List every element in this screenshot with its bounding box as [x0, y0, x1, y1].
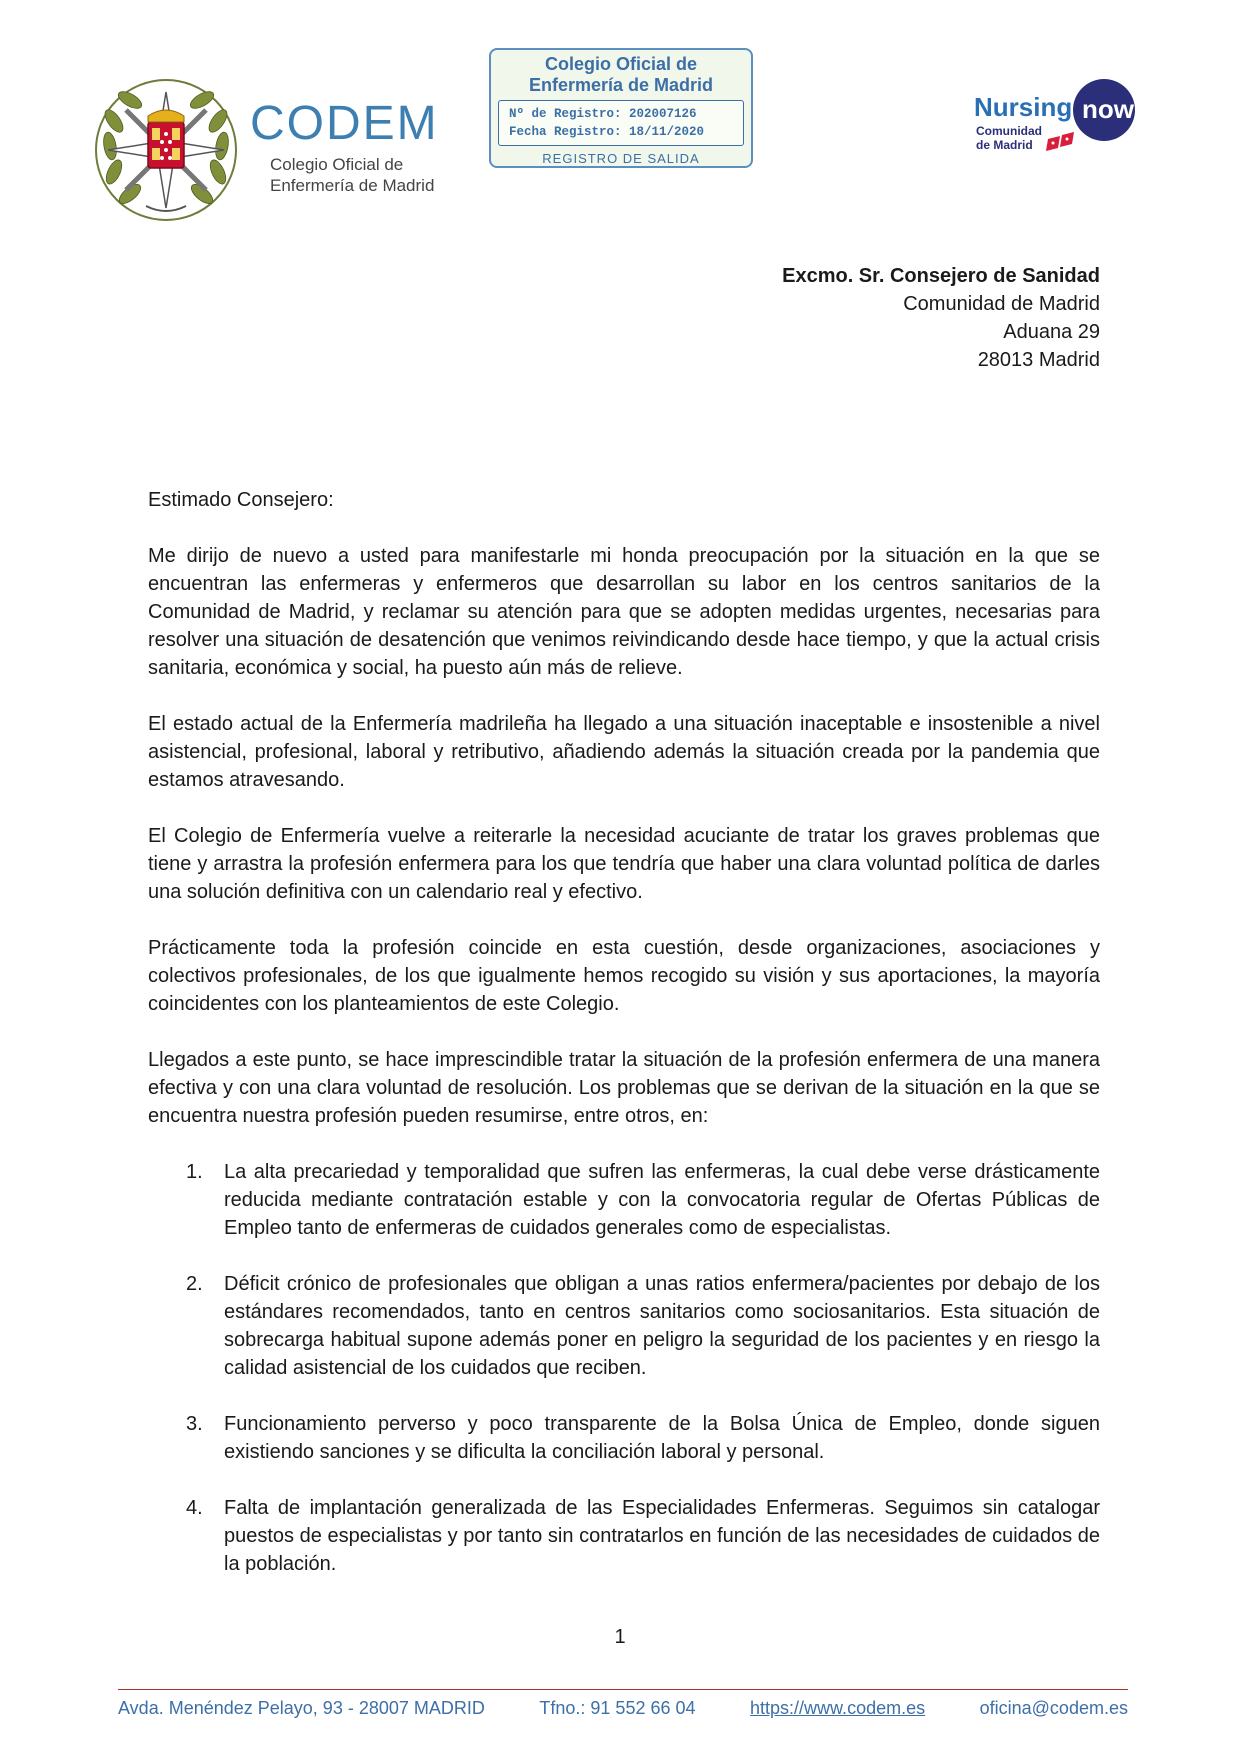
footer-phone: Tfno.: 91 552 66 04 — [539, 1698, 696, 1718]
stamp-title-line1: Colegio Oficial de — [544, 54, 698, 74]
nursing-word: Nursing — [974, 92, 1073, 122]
codem-wordmark: CODEM — [250, 97, 439, 150]
paragraph-1: Me dirijo de nuevo a usted para manifestarle mi honda preocupación por la situación en la que se encuentran las enfermeras y enfermeros que desarrollan su labor en los centros sanitarios de la Comunidad de Madrid, y reclamar su atención para que se adopten medidas urgentes, necesarias para resolver una situación de desatención que venimos reivindicando desde hace tiempo, y que la actual crisis sanitaria, económica y social, ha puesto aún más de relieve. — [148, 545, 1100, 679]
nursing-sub2: de Madrid — [976, 138, 1033, 152]
codem-subtitle-line1: Colegio Oficial de — [270, 155, 404, 174]
problems-list — [148, 1158, 1100, 1578]
recipient-city: 28013 Madrid — [977, 349, 1100, 371]
footer-address: Avda. Menéndez Pelayo, 93 - 28007 MADRID — [118, 1698, 485, 1718]
recipient-organization: Comunidad de Madrid — [903, 293, 1100, 315]
recipient-address — [782, 262, 1100, 374]
paragraph-2: El estado actual de la Enfermería madrileña ha llegado a una situación inaceptable e insostenible a nivel asistencial, profesional, laboral y retributivo, añadiendo además la situación creada por la pandemia que estamos atravesando. — [148, 713, 1100, 791]
list-item-text: Déficit crónico de profesionales que obligan a unas ratios enfermera/pacientes por debajo de los estándares recomendados, tanto en centros sanitarios como sociosanitarios. Esta situación de sobrecarga habitual supone además poner en peligro la seguridad de los pacientes y en riesgo la calidad asistencial de los cuidados que reciben. — [224, 1273, 1100, 1379]
footer-website-link[interactable]: https://www.codem.es — [750, 1698, 926, 1718]
list-item — [148, 1410, 1100, 1466]
list-item-number: 3. — [186, 1413, 203, 1435]
stamp-fecha-label: Fecha Registro: — [509, 125, 622, 139]
footer-divider — [118, 1689, 1128, 1690]
stamp-fecha-value: 18/11/2020 — [629, 125, 705, 139]
page-number: 1 — [614, 1626, 626, 1648]
stamp-title-line2: Enfermería de Madrid — [528, 75, 714, 95]
codem-subtitle-line2: Enfermería de Madrid — [270, 176, 435, 195]
now-word: now — [1082, 94, 1134, 124]
codem-brand — [250, 97, 439, 196]
paragraph-3: El Colegio de Enfermería vuelve a reiterarle la necesidad acuciante de tratar los graves problemas que tiene y arrastra la profesión enfermera para los que tendría que haber una clara voluntad política de darles una solución definitiva con un calendario real y efectivo. — [148, 825, 1100, 903]
nursing-sub1: Comunidad — [976, 124, 1042, 138]
list-item-number: 2. — [186, 1273, 203, 1295]
list-item — [148, 1494, 1100, 1578]
nursing-now-logo-icon — [972, 76, 1136, 156]
stamp-fecha-row — [509, 123, 733, 141]
list-item-text: Falta de implantación generalizada de las Especialidades Enfermeras. Seguimos sin catalogar puestos de especialistas y por tanto sin contratarlos en función de las necesidades de cuidados de la población. — [224, 1497, 1100, 1575]
codem-crest-icon — [92, 76, 240, 224]
stamp-title — [491, 54, 751, 96]
stamp-footer: REGISTRO DE SALIDA — [542, 151, 700, 166]
stamp-details — [498, 100, 744, 146]
footer — [118, 1698, 1128, 1719]
recipient-street: Aduana 29 — [1003, 321, 1100, 343]
paragraph-5: Llegados a este punto, se hace imprescindible tratar la situación de la profesión enfermera de una manera efectiva y con una clara voluntad de resolución. Los problemas que se derivan de la situación en la que se encuentra nuestra profesión pueden resumirse, entre otros, en: — [148, 1049, 1100, 1127]
salutation: Estimado Consejero: — [148, 489, 334, 511]
list-item-number: 1. — [186, 1161, 203, 1183]
stamp-registro-row — [509, 105, 733, 123]
stamp-registro-label: Nº de Registro: — [509, 107, 622, 121]
list-item-text: Funcionamiento perverso y poco transparente de la Bolsa Única de Empleo, donde siguen existiendo sanciones y se dificulta la conciliación laboral y personal. — [224, 1413, 1100, 1463]
list-item-number: 4. — [186, 1497, 203, 1519]
registration-stamp — [489, 48, 753, 168]
list-item — [148, 1158, 1100, 1242]
list-item-text: La alta precariedad y temporalidad que sufren las enfermeras, la cual debe verse drásticamente reducida mediante contratación estable y con la convocatoria regular de Ofertas Públicas de Empleo tanto de enfermeras de cuidados generales como de especialistas. — [224, 1161, 1100, 1239]
recipient-title: Excmo. Sr. Consejero de Sanidad — [782, 265, 1100, 287]
list-item — [148, 1270, 1100, 1382]
stamp-registro-value: 202007126 — [629, 107, 697, 121]
footer-email: oficina@codem.es — [979, 1698, 1128, 1718]
codem-subtitle — [250, 154, 439, 196]
paragraph-4: Prácticamente toda la profesión coincide en esta cuestión, desde organizaciones, asociaciones y colectivos profesionales, de los que igualmente hemos recogido su visión y sus aportaciones, la mayoría coincidentes con los planteamientos de este Colegio. — [148, 937, 1100, 1015]
letter-body — [148, 486, 1100, 1606]
